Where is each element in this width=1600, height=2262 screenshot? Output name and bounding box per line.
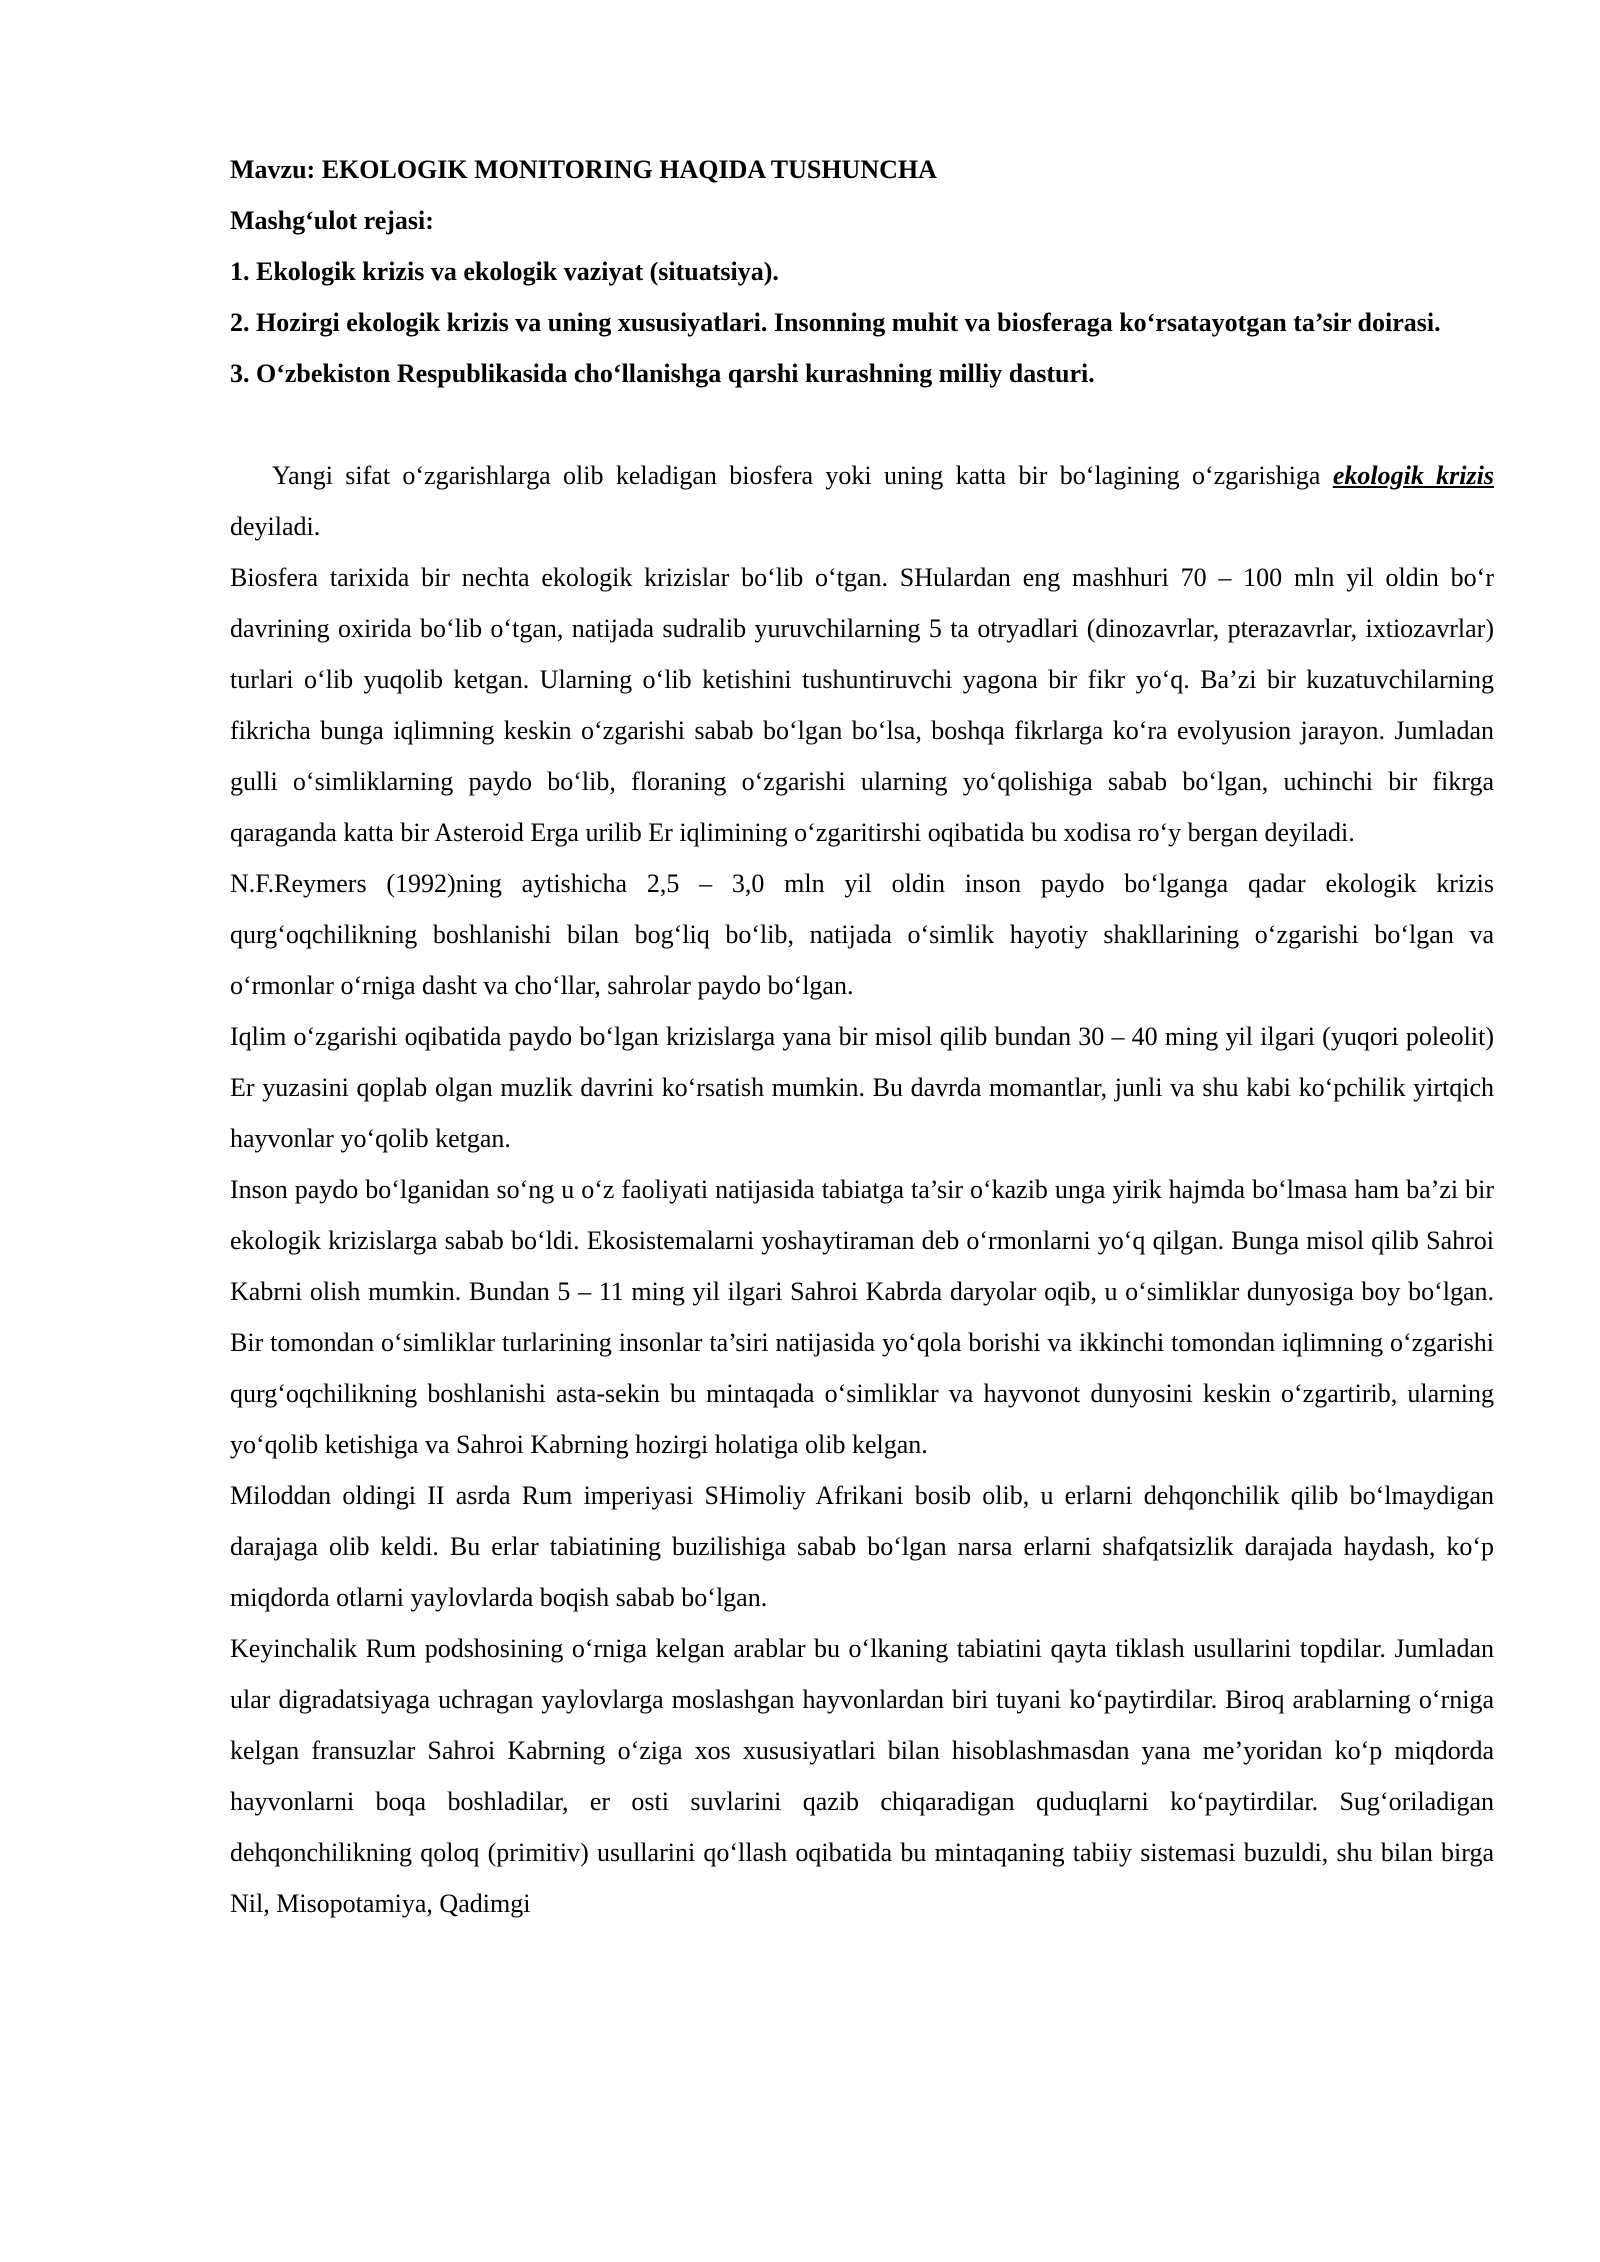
document-title: Mavzu: EKOLOGIK MONITORING HAQIDA TUSHUNCHA — [230, 155, 937, 184]
plan-item-1: 1. Ekologik krizis va ekologik vaziyat (situatsiya). — [230, 257, 779, 286]
definition-text-before: Yangi sifat o‘zgarishlarga olib keladigan biosfera yoki uning katta bir bo‘lagining o‘zgarishiga — [272, 461, 1333, 490]
definition-text-after: deyiladi. — [230, 512, 321, 541]
body-paragraph-3: Iqlim o‘zgarishi oqibatida paydo bo‘lgan krizislarga yana bir misol qilib bundan 30 – 40 ming yil ilgari (yuqori poleolit) Er yuzasini qoplab olgan muzlik davrini ko‘rsatish mumkin. Bu davrda momantlar, junli va shu kabi ko‘pchilik yirtqich hayvonlar yo‘qolib ketgan. — [230, 1022, 1494, 1153]
plan-heading: Mashg‘ulot rejasi: — [230, 206, 434, 235]
body-paragraph-5: Miloddan oldingi II asrda Rum imperiyasi SHimoliy Afrikani bosib olib, u erlarni dehqonchilik qilib bo‘lmaydigan darajaga olib keldi. Bu erlar tabiatining buzilishiga sabab bo‘lgan narsa erlarni shafqatsizlik darajada haydash, ko‘p miqdorda otlarni yaylovlarda boqish sabab bo‘lgan. — [230, 1481, 1494, 1612]
plan-item-2: 2. Hozirgi ekologik krizis va uning xususiyatlari. Insonning muhit va biosferaga ko‘rsatayotgan ta’sir doirasi. — [230, 308, 1441, 337]
defined-term: ekologik krizis — [1332, 461, 1494, 490]
definition-paragraph — [230, 450, 1494, 552]
section-gap — [230, 399, 1494, 450]
body-paragraph-2: N.F.Reymers (1992)ning aytishicha 2,5 – 3,0 mln yil oldin inson paydo bo‘lganga qadar ekologik krizis qurg‘oqchilikning boshlanishi bilan bog‘liq bo‘lib, natijada o‘simlik hayotiy shakllarining o‘zgarishi bo‘lgan va o‘rmonlar o‘rniga dasht va cho‘llar, sahrolar paydo bo‘lgan. — [230, 869, 1494, 1000]
document-page — [230, 144, 1494, 1929]
plan-item-3: 3. O‘zbekiston Respublikasida cho‘llanishga qarshi kurashning milliy dasturi. — [230, 359, 1095, 388]
body-paragraph-6: Keyinchalik Rum podshosining o‘rniga kelgan arablar bu o‘lkaning tabiatini qayta tiklash usullarini topdilar. Jumladan ular digradatsiyaga uchragan yaylovlarga moslashgan hayvonlardan biri tuyani ko‘paytirdilar. Biroq arablarning o‘rniga kelgan fransuzlar Sahroi Kabrning o‘ziga xos xususiyatlari bilan hisoblashmasdan yana me’yoridan ko‘p miqdorda hayvonlarni boqa boshladilar, er osti suvlarini qazib chiqaradigan quduqlarni ko‘paytirdilar. Sug‘oriladigan dehqonchilikning qoloq (primitiv) usullarini qo‘llash oqibatida bu mintaqaning tabiiy sistemasi buzuldi, shu bilan birga Nil, Misopotamiya, Qadimgi — [230, 1634, 1494, 1918]
body-paragraph-1: Biosfera tarixida bir nechta ekologik krizislar bo‘lib o‘tgan. SHulardan eng mashhuri 70 – 100 mln yil oldin bo‘r davrining oxirida bo‘lib o‘tgan, natijada sudralib yuruvchilarning 5 ta otryadlari (dinozavrlar, pterazavrlar, ixtiozavrlar) turlari o‘lib yuqolib ketgan. Ularning o‘lib ketishini tushuntiruvchi yagona bir fikr yo‘q. Ba’zi bir kuzatuvchilarning fikricha bunga iqlimning keskin o‘zgarishi sabab bo‘lgan bo‘lsa, boshqa fikrlarga ko‘ra evolyusion jarayon. Jumladan gulli o‘simliklarning paydo bo‘lib, floraning o‘zgarishi ularning yo‘qolishiga sabab bo‘lgan, uchinchi bir fikrga qaraganda katta bir Asteroid Erga urilib Er iqlimining o‘zgaritirshi oqibatida bu xodisa ro‘y bergan deyiladi. — [230, 563, 1494, 847]
body-paragraph-4: Inson paydo bo‘lganidan so‘ng u o‘z faoliyati natijasida tabiatga ta’sir o‘kazib unga yirik hajmda bo‘lmasa ham ba’zi bir ekologik krizislarga sabab bo‘ldi. Ekosistemalarni yoshaytiraman deb o‘rmonlarni yo‘q qilgan. Bunga misol qilib Sahroi Kabrni olish mumkin. Bundan 5 – 11 ming yil ilgari Sahroi Kabrda daryolar oqib, u o‘simliklar dunyosiga boy bo‘lgan. Bir tomondan o‘simliklar turlarining insonlar ta’siri natijasida yo‘qola borishi va ikkinchi tomondan iqlimning o‘zgarishi qurg‘oqchilikning boshlanishi asta-sekin bu mintaqada o‘simliklar va hayvonot dunyosini keskin o‘zgartirib, ularning yo‘qolib ketishiga va Sahroi Kabrning hozirgi holatiga olib kelgan. — [230, 1175, 1494, 1459]
